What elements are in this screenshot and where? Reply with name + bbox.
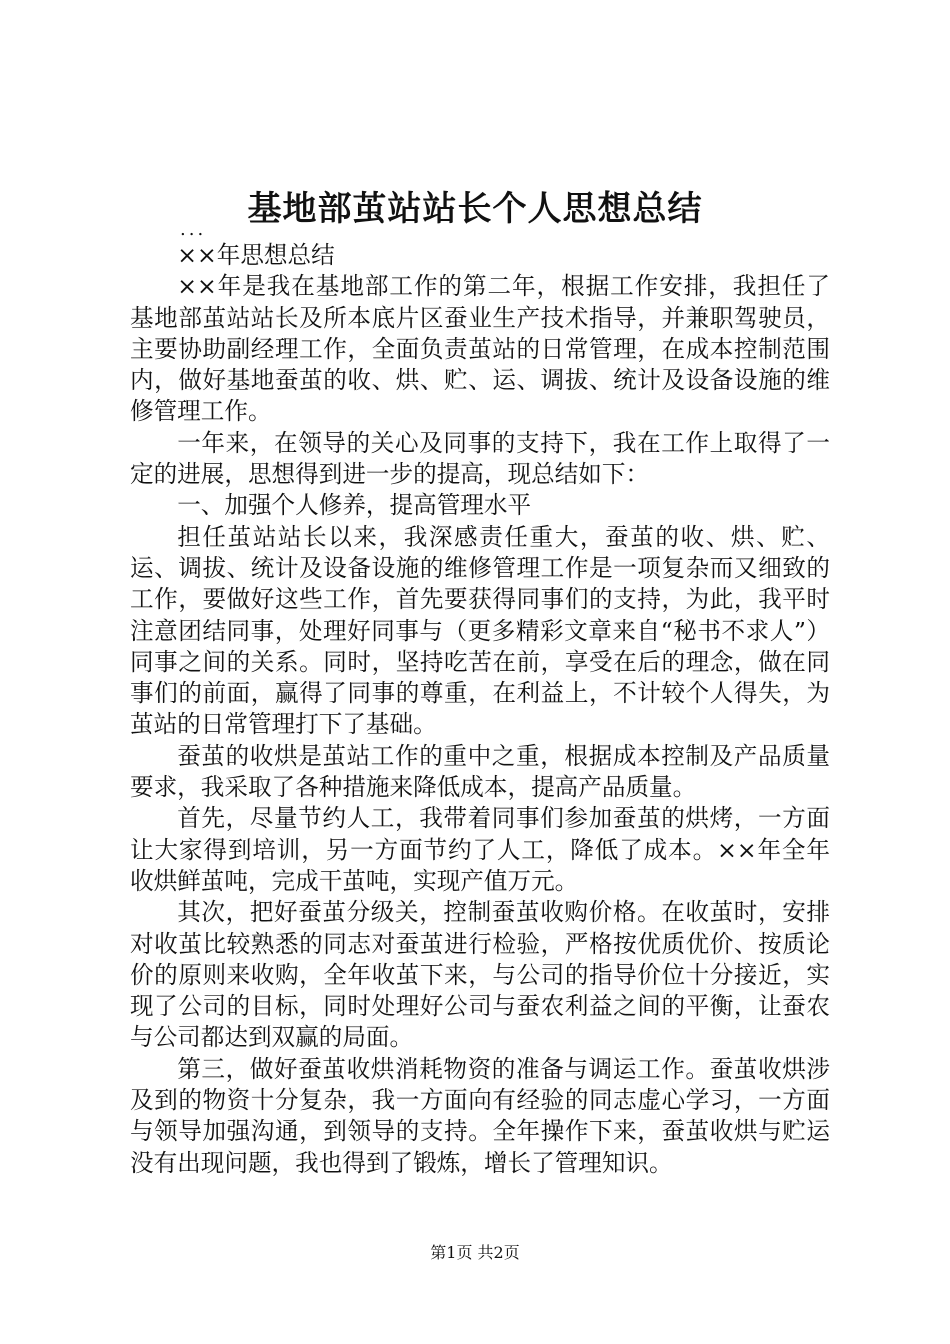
section-heading: 一、加强个人修养，提高管理水平 [177,491,532,520]
paragraph: 一年来，在领导的关心及同事的支持下，我在工作上取得了一定的进展，思想得到进一步的提高，现总结如下： [130,428,830,489]
paragraph: 首先，尽量节约人工，我带着同事们参加蚕茧的烘烤，一方面让大家得到培训，另一方面节约了人工，降低了成本。××年全年收烘鲜茧吨，完成干茧吨，实现产值万元。 [130,804,830,895]
paragraph: ××年是我在基地部工作的第二年，根据工作安排，我担任了基地部茧站站长及所本底片区蚕业生产技术指导，并兼职驾驶员，主要协助副经理工作，全面负责茧站的日常管理，在成本控制范围内，做好基地蚕茧的收、烘、贮、运、调拔、统计及设备设施的维修管理工作。 [130,272,830,426]
document-body [130,240,830,1179]
page-title: 基地部茧站站长个人思想总结 [247,189,703,229]
paragraph: 其次，把好蚕茧分级关，控制蚕茧收购价格。在收茧时，安排对收茧比较熟悉的同志对蚕茧进行检验，严格按优质优价、按质论价的原则来收购，全年收茧下来，与公司的指导价位十分接近，实现了公司的目标，同时处理好公司与蚕农利益之间的平衡，让蚕农与公司都达到双赢的局面。 [130,898,830,1052]
paragraph: 蚕茧的收烘是茧站工作的重中之重，根据成本控制及产品质量要求，我采取了各种措施来降低成本，提高产品质量。 [130,741,830,802]
page-footer: 第1页 共2页 [430,1243,520,1262]
paragraph: ××年思想总结 [177,241,335,269]
paragraph: 第三，做好蚕茧收烘消耗物资的准备与调运工作。蚕茧收烘涉及到的物资十分复杂，我一方面向有经验的同志虚心学习，一方面与领导加强沟通，到领导的支持。全年操作下来，蚕茧收烘与贮运没有出现问题，我也得到了锻炼，增长了管理知识。 [130,1054,830,1177]
paragraph: 担任茧站站长以来，我深感责任重大，蚕茧的收、烘、贮、运、调拔、统计及设备设施的维修管理工作是一项复杂而又细致的工作，要做好这些工作，首先要获得同事们的支持，为此，我平时注意团结同事，处理好同事与（更多精彩文章来自“秘书不求人”）同事之间的关系。同时，坚持吃苦在前，享受在后的理念，做在同事们的前面，赢得了同事的尊重，在利益上，不计较个人得失，为茧站的日常管理打下了基础。 [130,522,830,739]
ellipsis-mark: ... [180,219,207,240]
